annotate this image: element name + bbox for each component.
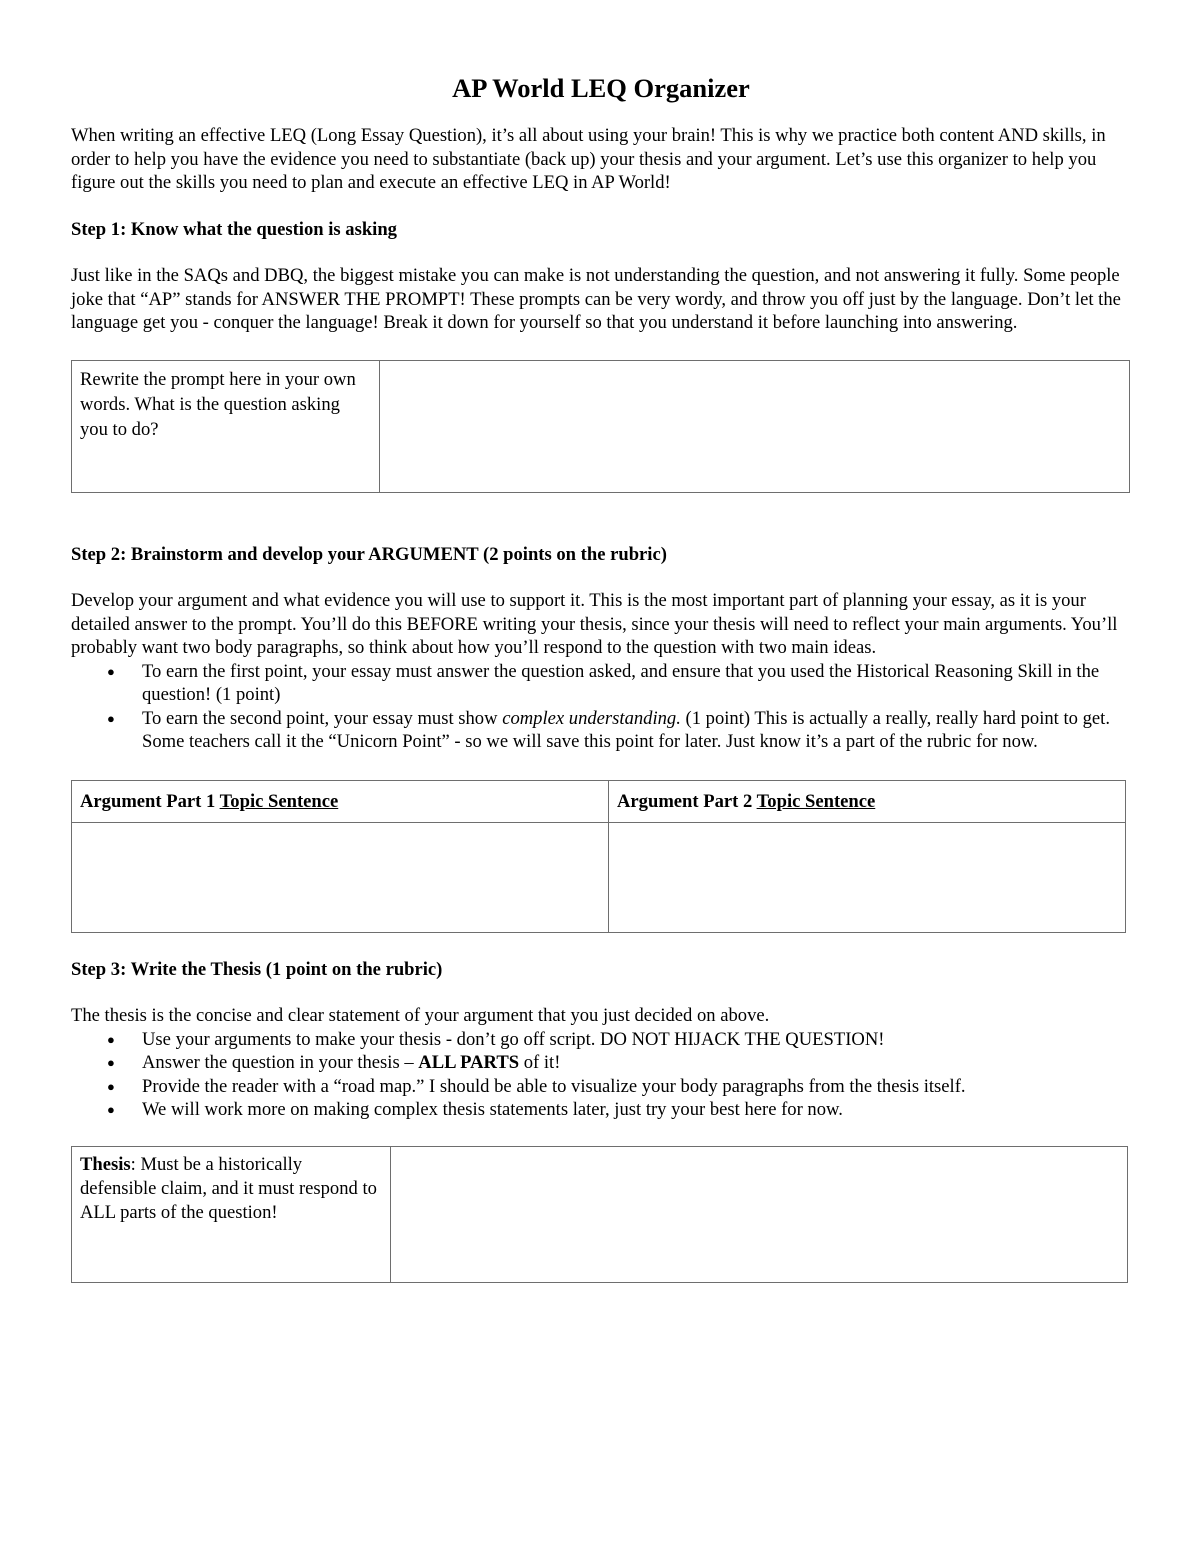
argument-table (71, 780, 1126, 933)
prompt-rewrite-label: Rewrite the prompt here in your own words. What is the question asking you to do? (72, 360, 380, 492)
argument-part1-answer-cell[interactable] (72, 822, 609, 932)
thesis-label: Thesis: Must be a historically defensible claim, and it must respond to ALL parts of the question! (72, 1146, 391, 1282)
step3-bullet-list (71, 1028, 1131, 1122)
list-item: ● To earn the second point, your essay must show complex understanding. (1 point) This is actually a really, really hard point to get. Some teachers call it the “Unicorn Point” - so we will save this point for later. Just know it’s a part of the rubric for now. (142, 707, 1131, 754)
document-page (71, 70, 1131, 1283)
page-title: AP World LEQ Organizer (452, 73, 750, 103)
thesis-table (71, 1146, 1128, 1283)
topic-sentence-label: Topic Sentence (756, 790, 876, 812)
step2-heading: Step 2: Brainstorm and develop your ARGUMENT (2 points on the rubric) (71, 543, 667, 565)
argument-part2-header: Argument Part 2 Topic Sentence (609, 780, 1126, 822)
step1-heading: Step 1: Know what the question is asking (71, 218, 397, 240)
list-item: ● Answer the question in your thesis – ALL PARTS of it! (142, 1051, 1131, 1075)
step3-heading: Step 3: Write the Thesis (1 point on the rubric) (71, 958, 443, 980)
list-item: ● To earn the first point, your essay must answer the question asked, and ensure that you used the Historical Reasoning Skill in the question! (1 point) (142, 660, 1131, 707)
step3-paragraph: The thesis is the concise and clear statement of your argument that you just decided on above. (71, 1005, 770, 1026)
step1-paragraph: Just like in the SAQs and DBQ, the biggest mistake you can make is not understanding the question, and not answering it fully. Some people joke that “AP” stands for ANSWER THE PROMPT! These prompts can be very wordy, and throw you off just by the language. Don’t let the language get you - conquer the language! Break it down for yourself so that you understand it before launching into answering. (71, 265, 1121, 333)
topic-sentence-label: Topic Sentence (219, 790, 339, 812)
prompt-rewrite-table (71, 360, 1130, 493)
emphasis-text: complex understanding. (502, 707, 681, 729)
argument-part2-answer-cell[interactable] (609, 822, 1126, 932)
step2-bullet-list (71, 660, 1131, 754)
thesis-answer-cell[interactable] (391, 1146, 1128, 1282)
list-item: ● Provide the reader with a “road map.” I should be able to visualize your body paragraphs from the thesis itself. (142, 1075, 1131, 1099)
prompt-rewrite-answer-cell[interactable] (380, 360, 1130, 492)
list-item: ● Use your arguments to make your thesis - don’t go off script. DO NOT HIJACK THE QUESTION! (142, 1028, 1131, 1052)
list-item: ● We will work more on making complex thesis statements later, just try your best here for now. (142, 1098, 1131, 1122)
step2-paragraph: Develop your argument and what evidence you will use to support it. This is the most important part of planning your essay, as it is your detailed answer to the prompt. You’ll do this BEFORE writing your thesis, since your thesis will need to reflect your main arguments. You’ll probably want two body paragraphs, so think about how you’ll respond to the question with two main ideas. (71, 590, 1118, 658)
argument-part1-header: Argument Part 1 Topic Sentence (72, 780, 609, 822)
intro-paragraph: When writing an effective LEQ (Long Essay Question), it’s all about using your brain! This is why we practice both content AND skills, in order to help you have the evidence you need to substantiate (back up) your thesis and your argument. Let’s use this organizer to help you figure out the skills you need to plan and execute an effective LEQ in AP World! (71, 125, 1106, 193)
